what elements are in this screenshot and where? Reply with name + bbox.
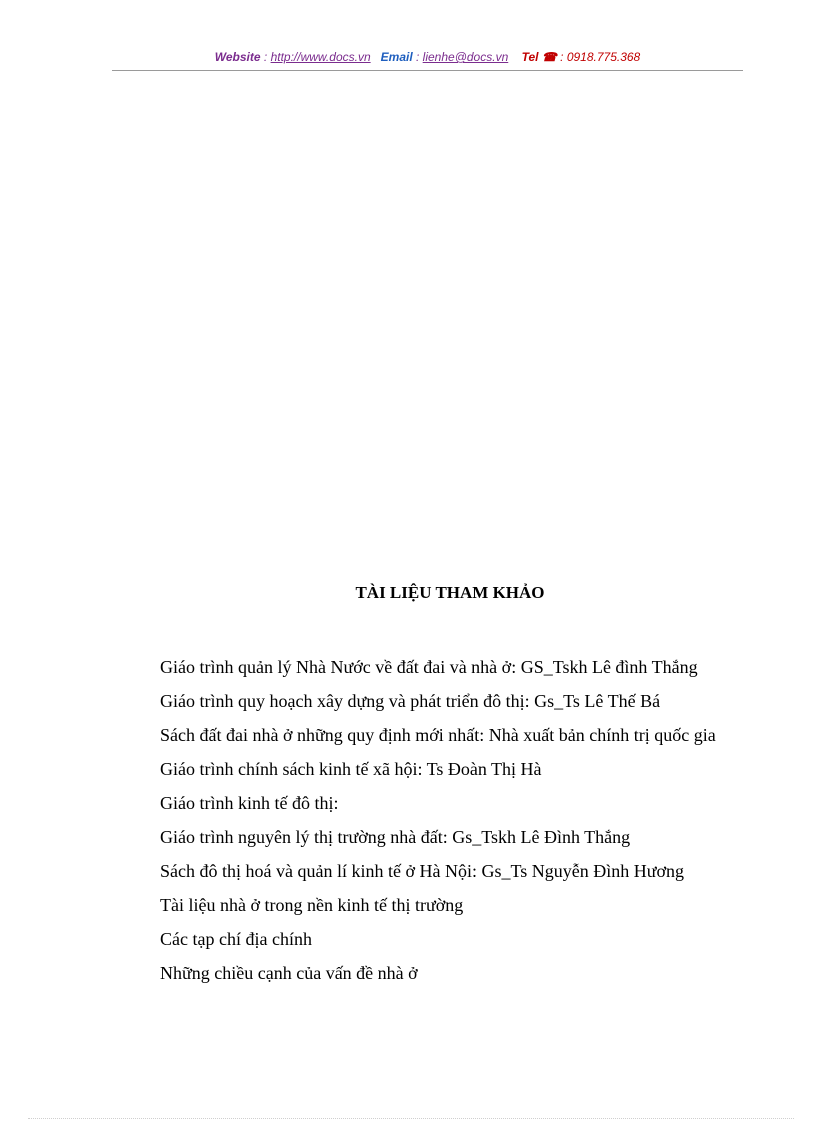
email-separator: : [412, 50, 423, 64]
page-title: TÀI LIỆU THAM KHẢO [355, 583, 545, 602]
tel-label: Tel [521, 50, 539, 64]
website-separator: : [260, 50, 271, 64]
reference-item: Sách đất đai nhà ở những quy định mới nhất: Nhà xuất bản chính trị quốc gia [160, 725, 716, 745]
reference-item: Tài liệu nhà ở trong nền kinh tế thị trường [160, 895, 464, 915]
reference-item: Giáo trình kinh tế đô thị: [160, 793, 339, 813]
reference-item: Các tạp chí địa chính [160, 929, 312, 949]
email-link[interactable]: lienhe@docs.vn [422, 50, 509, 64]
page-bottom-divider [28, 1118, 794, 1119]
header-divider [112, 70, 743, 71]
reference-item: Giáo trình chính sách kinh tế xã hội: Ts Đoàn Thị Hà [160, 759, 542, 779]
website-label: Website [214, 50, 261, 64]
reference-item: Giáo trình nguyên lý thị trường nhà đất: Gs_Tskh Lê Đình Thắng [160, 827, 631, 847]
website-link[interactable]: http://www.docs.vn [270, 50, 371, 64]
tel-value: 0918.775.368 [566, 50, 641, 64]
email-label: Email [380, 50, 413, 64]
tel-separator: : [556, 50, 567, 64]
reference-item: Giáo trình quy hoạch xây dựng và phát triển đô thị: Gs_Ts Lê Thế Bá [160, 691, 661, 711]
reference-item: Giáo trình quản lý Nhà Nước về đất đai và nhà ở: GS_Tskh Lê đình Thắng [160, 657, 698, 677]
phone-icon: ☎ [541, 50, 557, 64]
reference-item: Những chiều cạnh của vấn đề nhà ở [160, 963, 418, 983]
reference-list [112, 650, 742, 990]
reference-item: Sách đô thị hoá và quản lí kinh tế ở Hà Nội: Gs_Ts Nguyễn Đình Hương [160, 861, 684, 881]
page-header [112, 50, 743, 64]
